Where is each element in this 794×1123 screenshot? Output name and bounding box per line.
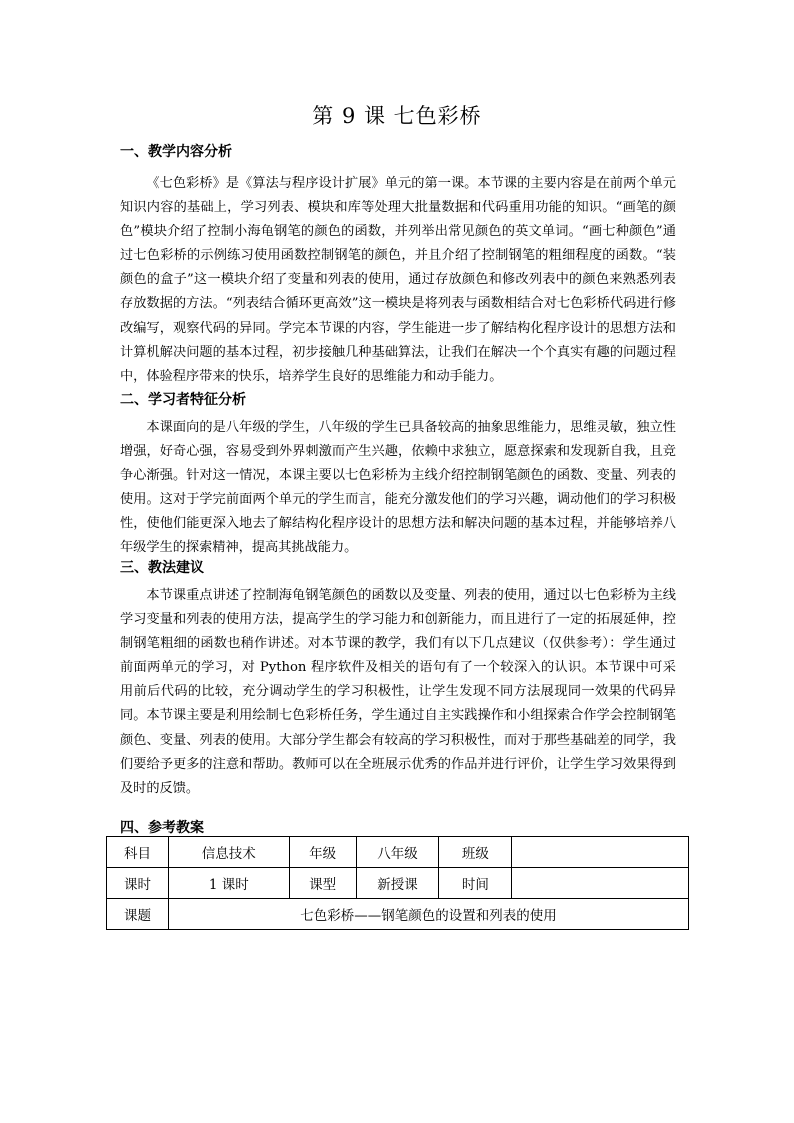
table-cell: 课型	[289, 868, 356, 899]
table-cell	[512, 868, 689, 899]
lesson-plan-table	[106, 836, 689, 930]
table-cell: 信息技术	[168, 837, 289, 868]
table-cell: 八年级	[356, 837, 439, 868]
table-cell: 课时	[107, 868, 169, 899]
table-cell: 新授课	[356, 868, 439, 899]
table-cell	[512, 837, 689, 868]
table-cell: 1 课时	[168, 868, 289, 899]
table-cell: 班级	[439, 837, 512, 868]
table-cell: 时间	[439, 868, 512, 899]
section-heading-learner-analysis: 二、学习者特征分析	[120, 392, 246, 408]
table-row	[107, 899, 689, 930]
page-title: 第 9 课 七色彩桥	[312, 104, 482, 128]
table-cell: 科目	[107, 837, 169, 868]
table-cell: 课题	[107, 899, 169, 930]
section-heading-teaching-suggestions: 三、教法建议	[120, 560, 204, 576]
section-paragraph-content-analysis: 《七色彩桥》是《算法与程序设计扩展》单元的第一课。本节课的主要内容是在前两个单元知识内容的基础上，学习列表、模块和库等处理大批量数据和代码重用功能的知识。“画笔的颜色”模块介绍了控制小海龟钢笔的颜色的函数，并列举出常见颜色的英文单词。“画七种颜色”通过七色彩桥的示例练习使用函数控制钢笔的颜色，并且介绍了控制钢笔的粗细程度的函数。“装颜色的盒子”这一模块介绍了变量和列表的使用，通过存放颜色和修改列表中的颜色来熟悉列表存放数据的方法。“列表结合循环更高效”这一模块是将列表与函数相结合对七色彩桥代码进行修改编写，观察代码的异同。学完本节课的内容，学生能进一步了解结构化程序设计的思想方法和计算机解决问题的基本过程，初步接触几种基础算法，让我们在解决一个个真实有趣的问题过程中，体验程序带来的快乐，培养学生良好的思维能力和动手能力。	[120, 176, 676, 384]
section-heading-content-analysis: 一、教学内容分析	[120, 144, 232, 160]
table-cell-topic: 七色彩桥——钢笔颜色的设置和列表的使用	[168, 899, 688, 930]
section-paragraph-learner-analysis: 本课面向的是八年级的学生，八年级的学生已具备较高的抽象思维能力，思维灵敏，独立性增强，好奇心强，容易受到外界刺激而产生兴趣，依赖中求独立，愿意探索和发现新自我，且竞争心渐强。针对这一情况，本课主要以七色彩桥为主线介绍控制钢笔颜色的函数、变量、列表的使用。这对于学完前面两个单元的学生而言，能充分激发他们的学习兴趣，调动他们的学习积极性，使他们能更深入地去了解结构化程序设计的思想方法和解决问题的基本过程，并能够培养八年级学生的探索精神，提高其挑战能力。	[120, 420, 676, 556]
table-row	[107, 837, 689, 868]
section-paragraph-teaching-suggestions: 本节课重点讲述了控制海龟钢笔颜色的函数以及变量、列表的使用，通过以七色彩桥为主线学习变量和列表的使用方法，提高学生的学习能力和创新能力，而且进行了一定的拓展延伸，控制钢笔粗细的函数也稍作讲述。对本节课的教学，我们有以下几点建议（仅供参考）：学生通过前面两单元的学习，对 Python 程序软件及相关的语句有了一个较深入的认识。本节课中可采用前后代码的比较，充分调动学生的学习积极性，让学生发现不同方法展现同一效果的代码异同。本节课主要是利用绘制七色彩桥任务，学生通过自主实践操作和小组探索合作学会控制钢笔颜色、变量、列表的使用。大部分学生都会有较高的学习积极性，而对于那些基础差的同学，我们要给予更多的注意和帮助。教师可以在全班展示优秀的作品并进行评价，让学生学习效果得到及时的反馈。	[120, 588, 676, 796]
table-row	[107, 868, 689, 899]
table-cell: 年级	[289, 837, 356, 868]
section-heading-lesson-plan: 四、参考教案	[120, 820, 204, 836]
